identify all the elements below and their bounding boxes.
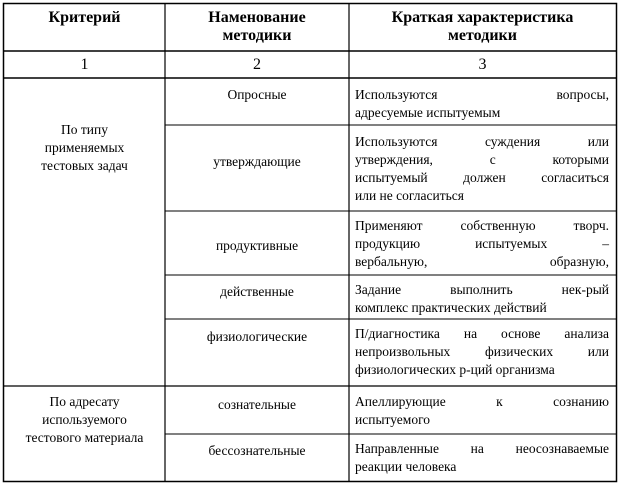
method-name-cell [165,237,349,255]
method-name-cell [165,396,349,414]
header-criterion-text: Критерий [48,9,121,26]
header-method-name [165,9,349,45]
column-number-2 [165,56,349,74]
description-line: Используются вопросы, [355,87,609,102]
criterion-line: тестового материала [25,430,144,445]
header-description-line2: методики [448,27,517,44]
method-name-cell [165,86,349,104]
header-method-name-line2: методики [222,27,292,44]
description-line: Апеллирующие к сознанию [355,394,609,409]
column-number-3-text: 3 [478,56,487,73]
method-name: Опросные [227,87,287,102]
description-line: непроизвольных физических или [355,344,609,359]
method-name-cell [165,153,349,171]
column-number-3 [349,56,616,74]
criterion-line: применяемых [44,140,125,155]
method-description-cell [349,440,616,476]
description-line: Применяют собственную творч. [355,218,609,233]
method-description-cell [349,393,616,429]
method-name-cell [165,283,349,301]
criterion-line: По адресату [49,394,120,409]
header-criterion [4,9,165,27]
method-name: сознательные [217,397,296,412]
criterion-line: тестовых задач [41,158,128,173]
description-line: или не согласиться [355,188,464,203]
method-name-cell [165,442,349,460]
criterion-line: По типу [61,122,108,137]
header-description-line1: Краткая характеристика [391,9,574,26]
description-line: вербальную, образную, [355,254,609,269]
description-line: комплекс практических действий [355,300,547,315]
method-description-cell [349,86,616,122]
description-line: адресуемые испытуемым [355,105,501,120]
method-name: бессознательные [208,443,306,458]
description-line: продукцию испытуемых – [355,236,609,251]
criterion-by-task-type [4,121,165,175]
description-line: утверждения, с которыми [355,152,609,167]
criterion-by-addressee [4,393,165,447]
header-description [349,9,616,45]
method-name: продуктивные [215,238,299,253]
description-line: испытуемого [355,412,431,427]
description-line: П/диагностика на основе анализа [355,326,609,341]
column-number-2-text: 2 [253,56,261,73]
method-name: физиологические [206,329,308,344]
method-description-cell [349,133,616,205]
method-name-cell [165,328,349,346]
method-description-cell [349,325,616,379]
method-description-cell [349,217,616,271]
method-description-cell [349,281,616,317]
description-line: физиологических р-ций организма [355,362,555,377]
description-line: реакции человека [355,459,457,474]
method-name: действенные [220,284,294,299]
description-line: Направленные на неосознаваемые [355,441,609,456]
description-line: Задание выполнить нек-рый [355,282,609,297]
description-line: Используются суждения или [355,134,609,149]
column-number-1-text: 1 [80,56,89,73]
column-number-1 [4,56,165,74]
criterion-line: используемого [42,412,127,427]
method-name: утверждающие [213,154,301,169]
description-line: испытуемый должен согласиться [355,170,609,185]
header-method-name-line1: Наменование [208,9,306,26]
